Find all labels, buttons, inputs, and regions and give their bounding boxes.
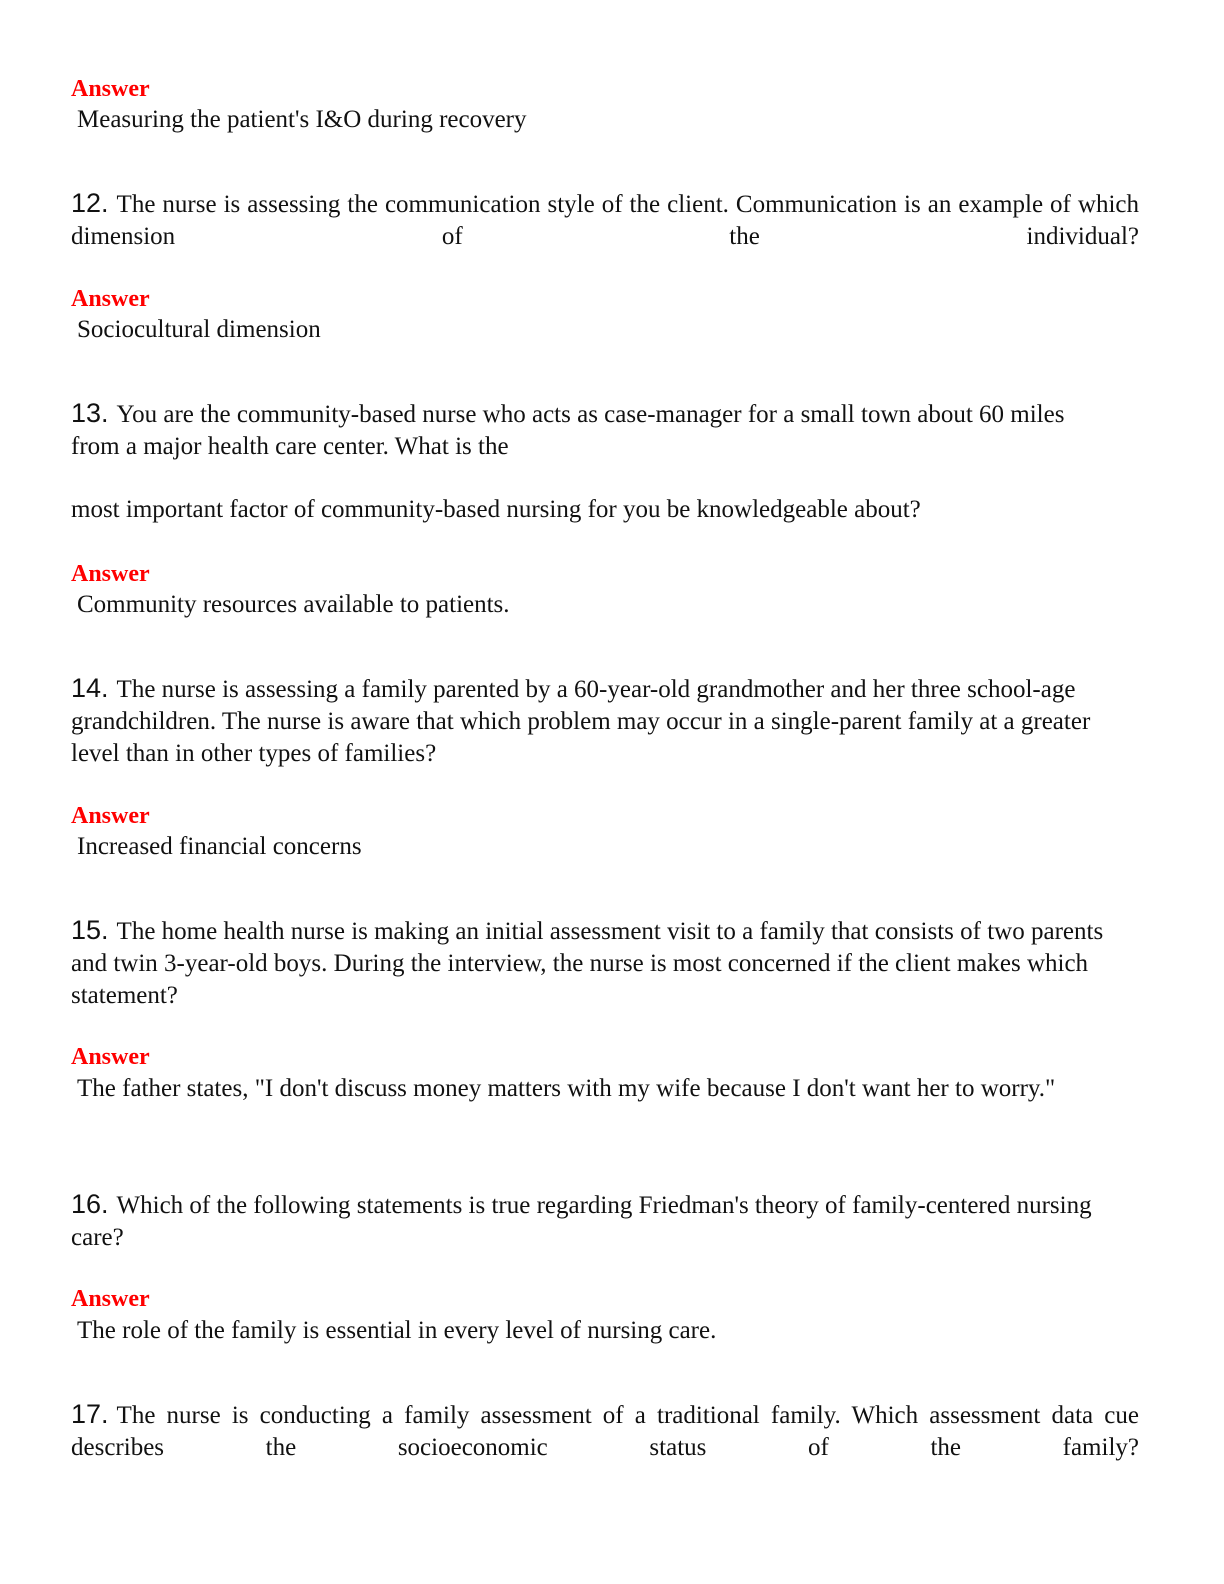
question-number: 17. [71, 1399, 109, 1429]
question-number: 14. [71, 673, 109, 703]
question-text: You are the community-based nurse who acts as case-manager for a small town about 60 miles from a major health care center. What is the [71, 401, 1065, 460]
answer-text: Community resources available to patients. [77, 591, 510, 618]
answer-text: Increased financial concerns [77, 833, 362, 860]
question-13 [71, 397, 1111, 463]
question-text: The nurse is assessing a family parented by a 60-year-old grandmother and her three school-age grandchildren. The nurse is aware that which problem may occur in a single-parent family at a greater level than in other types of families? [71, 676, 1091, 767]
answer-text: The father states, "I don't discuss money matters with my wife because I don't want her to worry." [77, 1075, 1056, 1102]
question-12 [71, 187, 1139, 253]
question-number: 15. [71, 915, 109, 945]
answer-label: Answer [71, 803, 150, 829]
question-17 [71, 1398, 1139, 1464]
document-page [71, 0, 1141, 1584]
question-number: 12. [71, 188, 109, 218]
question-text: The nurse is assessing the communication style of the client. Communication is an example of which dimension of the individual? [71, 191, 1139, 250]
question-14 [71, 672, 1125, 770]
question-text: The home health nurse is making an initial assessment visit to a family that consists of two parents and twin 3-year-old boys. During the interview, the nurse is most concerned if the client makes which statement? [71, 918, 1104, 1009]
question-number: 16. [71, 1189, 109, 1219]
question-13-continued: most important factor of community-based nursing for you be knowledgeable about? [71, 496, 921, 523]
answer-text: The role of the family is essential in every level of nursing care. [77, 1317, 717, 1344]
question-text: The nurse is conducting a family assessment of a traditional family. Which assessment data cue describes the socioeconomic status of the family? [71, 1402, 1139, 1461]
answer-label: Answer [71, 1286, 150, 1312]
answer-label: Answer [71, 561, 150, 587]
answer-label: Answer [71, 1044, 150, 1070]
question-number: 13. [71, 398, 109, 428]
answer-label: Answer [71, 286, 150, 312]
question-text: Which of the following statements is true regarding Friedman's theory of family-centered nursing care? [71, 1192, 1092, 1251]
question-15 [71, 914, 1117, 1012]
question-16 [71, 1188, 1129, 1254]
answer-text: Measuring the patient's I&O during recovery [77, 106, 527, 133]
answer-label: Answer [71, 76, 150, 102]
answer-text: Sociocultural dimension [77, 316, 321, 343]
